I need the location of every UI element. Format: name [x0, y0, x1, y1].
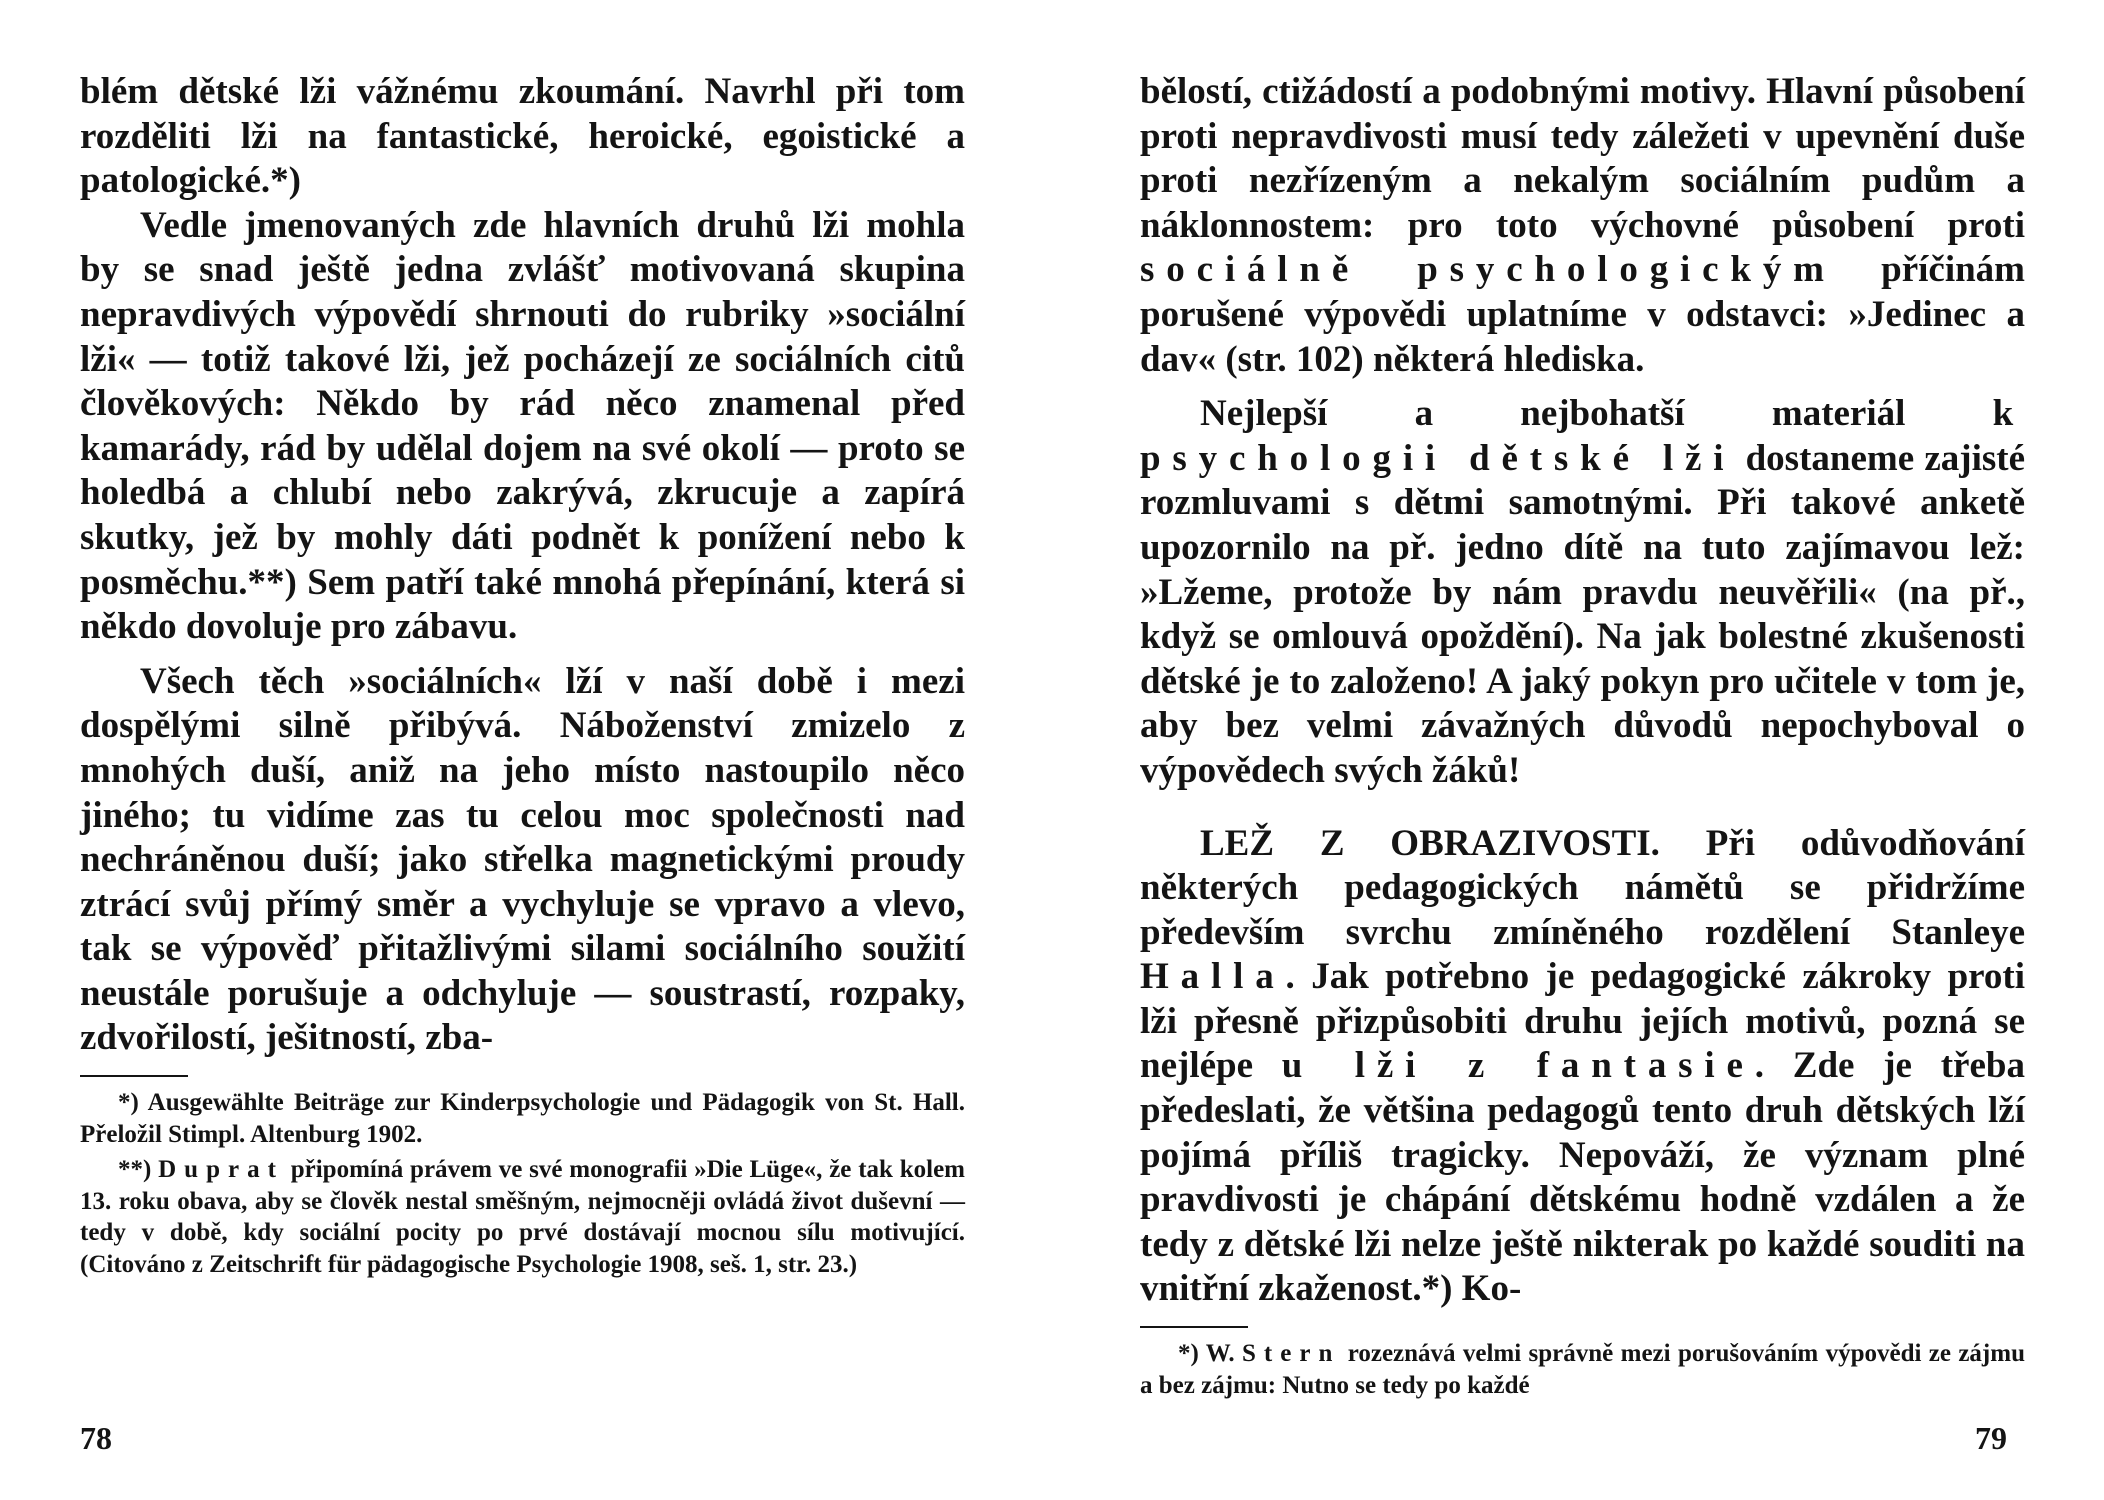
text-run: bělostí, ctižádostí a podobnými motivy. Hlavní působení proti nepravdivosti musí tedy záležeti v upevnění duše proti nezřízeným a nekalým sociálním pudům a náklonnostem: pro toto výchovné působení proti — [1140, 71, 2025, 246]
page-number: 78 — [80, 1420, 112, 1456]
text-run: . Jak potřebno je pedagogické zákroky proti lži přesně přizpůsobiti druhu jejích motivů, pozná se nejlépe — [1140, 956, 2025, 1087]
spaced-emphasis: k psychologii dětské lži — [1140, 393, 2025, 479]
footnote-divider — [1140, 1326, 1248, 1328]
text-run: dostaneme zajisté rozmluvami s dětmi samotnými. Při takové anketě upozornilo na př. jedno dítě na tuto zajímavou lež: »Lžeme, protože by nám pravdu neuvěřili« (na př., když se omlouvá opoždění). Na jak bolestné zkušenosti dětské je to založeno! A jaký pokyn pro učitele v tom je, aby bez velmi závažných důvodů nepochyboval o výpovědech svých žáků! — [1140, 437, 2025, 791]
left-page-body — [80, 70, 965, 1061]
left-page — [80, 70, 965, 1284]
paragraph: Všech těch »sociálních« lží v naší době i mezi dospělými silně přibývá. Náboženství zmizelo z mnohých duší, aniž na jeho místo nastoupilo něco jiného; tu vidíme zas tu celou moc společnosti nad nechráněnou duší; jako střelka magnetickými proudy ztrácí svůj přímý směr a vychyluje se vpravo a vlevo, tak se výpověď přitažlivými silami sociálního soužití neustále porušuje a odchyluje — soustrastí, rozpaky, zdvořilostí, ješitností, zba- — [80, 660, 965, 1059]
footnote-marker: *) W. — [1178, 1340, 1243, 1368]
text-run: příčinám porušené výpovědi uplatníme v odstavci: »Jedinec a dav« (str. 102) některá hlediska. — [1140, 249, 2025, 380]
footnote-text: rozeznává velmi správně mezi porušováním výpovědi ze zájmu a bez zájmu: Nutno se tedy po každé — [1140, 1340, 2025, 1399]
footnote — [80, 1154, 965, 1280]
paragraph: blém dětské lži vážnému zkoumání. Navrhl při tom rozděliti lži na fantastické, heroické, egoistické a patologické.*) — [80, 71, 965, 202]
footnote-author: Stern — [1242, 1340, 1341, 1368]
text-run: Při odůvodňování některých pedagogických námětů se přidržíme především svrchu zmíněného rozdělení Stanleye — [1140, 822, 2025, 953]
footnote — [1140, 1338, 2025, 1401]
footnote-marker: **) — [118, 1156, 159, 1184]
spaced-emphasis: sociálně psychologickým — [1140, 249, 1836, 291]
footnote-author: Duprat — [158, 1156, 284, 1184]
page-number: 79 — [1975, 1420, 2007, 1456]
right-page — [1140, 70, 2025, 1405]
text-run: Nejlepší a nejbohatší materiál — [1200, 393, 1993, 435]
paragraph — [1140, 70, 2025, 382]
paragraph — [1140, 822, 2025, 1313]
paragraph: Vedle jmenovaných zde hlavních druhů lži mohla by se snad ještě jedna zvlášť motivovaná skupina nepravdivých výpovědí shrnouti do rubriky »sociální lži« — totiž takové lži, jež pocházejí ze sociálních citů člověkových: Někdo by rád něco znamenal před kamarády, rád by udělal dojem na své okolí — proto se holedbá a chlubí nebo zakrývá, zkrucuje a zapírá skutky, jež by mohly dáti podnět k ponížení nebo k posměchu.**) Sem patří také mnohá přepínání, která si někdo dovoluje pro zábavu. — [80, 204, 965, 648]
right-footnotes — [1140, 1338, 2025, 1401]
text-run: . Zde je třeba předeslati, že většina pedagogů tento druh dětských lží pojímá příliš tragicky. Nepováží, že význam plné pravdivosti je chápání dětskému hodně vzdálen a že tedy z dětské lži nelze ještě nikterak po každé souditi na vnitřní zkaženost.*) Ko- — [1140, 1045, 2025, 1310]
paragraph — [1140, 392, 2025, 793]
right-page-body — [1140, 70, 2025, 1312]
footnote: *) Ausgewählte Beiträge zur Kinderpsychologie und Pädagogik von St. Hall. Přeložil Stimpl. Altenburg 1902. — [80, 1089, 965, 1148]
footnote-text: připomíná právem ve své monografii »Die Lüge«, že tak kolem 13. roku obava, aby se člověk nestal směšným, nejmocněji ovládá život duševní — tedy v době, kdy sociální pocity po prvé dostávají mocnou sílu motivující. (Citováno z Zeitschrift für pädagogische Psychologie 1908, seš. 1, str. 23.) — [80, 1156, 965, 1278]
left-footnotes — [80, 1087, 965, 1280]
spaced-emphasis: Halla — [1140, 956, 1286, 998]
footnote-divider — [80, 1075, 188, 1077]
spaced-emphasis: u lži z fantasie — [1281, 1045, 1755, 1087]
section-heading: LEŽ Z OBRAZIVOSTI. — [1200, 822, 1660, 864]
